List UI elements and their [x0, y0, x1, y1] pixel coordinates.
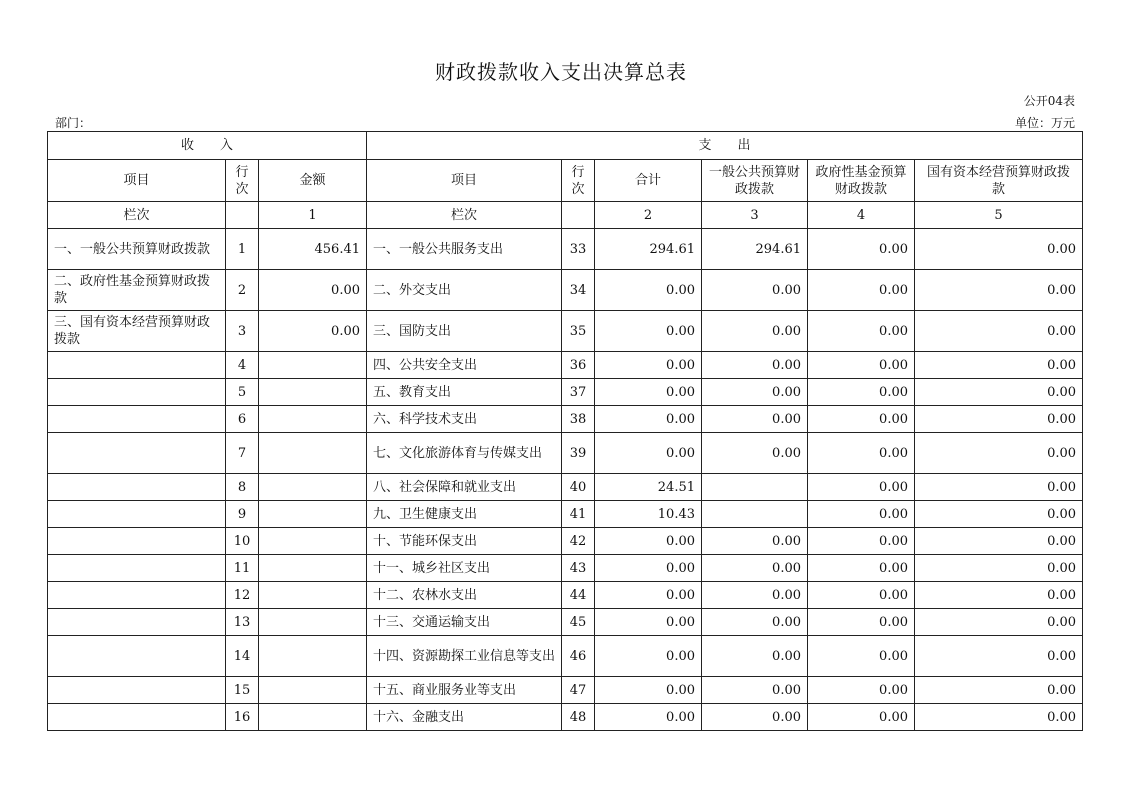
- general-budget-cell: 0.00: [702, 270, 808, 311]
- col-number-2: 2: [595, 202, 702, 229]
- col-number-1: 1: [259, 202, 367, 229]
- income-rowno-cell: 11: [226, 555, 259, 582]
- income-item-cell: [48, 433, 226, 474]
- income-item-cell: [48, 704, 226, 731]
- income-rowno-cell: 13: [226, 609, 259, 636]
- income-item-cell: [48, 379, 226, 406]
- total-cell: 0.00: [595, 311, 702, 352]
- expense-item-cell: 一、一般公共服务支出: [367, 229, 562, 270]
- table-row: [48, 677, 1083, 704]
- total-cell: 10.43: [595, 501, 702, 528]
- expense-item-cell: 十一、城乡社区支出: [367, 555, 562, 582]
- income-amount-cell: 0.00: [259, 270, 367, 311]
- income-rowno-header: 行次: [226, 160, 259, 202]
- income-item-cell: 二、政府性基金预算财政拨款: [48, 270, 226, 311]
- general-budget-cell: 0.00: [702, 609, 808, 636]
- total-cell: 0.00: [595, 582, 702, 609]
- general-budget-cell: 0.00: [702, 704, 808, 731]
- fund-budget-cell: 0.00: [808, 677, 915, 704]
- expense-rowno-header: 行次: [562, 160, 595, 202]
- expense-section-header: 支 出: [367, 132, 1083, 160]
- total-cell: 0.00: [595, 528, 702, 555]
- total-cell: 0.00: [595, 636, 702, 677]
- income-amount-cell: [259, 677, 367, 704]
- income-item-cell: [48, 582, 226, 609]
- table-row: [48, 528, 1083, 555]
- fund-budget-cell: 0.00: [808, 501, 915, 528]
- expense-item-cell: 八、社会保障和就业支出: [367, 474, 562, 501]
- state-capital-cell: 0.00: [915, 311, 1083, 352]
- state-capital-cell: 0.00: [915, 582, 1083, 609]
- expense-item-cell: 二、外交支出: [367, 270, 562, 311]
- income-rowno-cell: 4: [226, 352, 259, 379]
- expense-rowno-cell: 39: [562, 433, 595, 474]
- department-label: 部门：: [55, 116, 92, 130]
- total-cell: 0.00: [595, 704, 702, 731]
- general-budget-cell: [702, 474, 808, 501]
- form-number: 公开04表: [1023, 94, 1075, 108]
- column-number-row: [48, 202, 1083, 229]
- expense-rowno-cell: 44: [562, 582, 595, 609]
- income-amount-cell: [259, 528, 367, 555]
- income-item-header: 项目: [48, 160, 226, 202]
- total-cell: 0.00: [595, 379, 702, 406]
- expense-item-cell: 十二、农林水支出: [367, 582, 562, 609]
- table-row: [48, 270, 1083, 311]
- fund-budget-cell: 0.00: [808, 379, 915, 406]
- income-item-cell: [48, 528, 226, 555]
- general-budget-cell: 294.61: [702, 229, 808, 270]
- table-row: [48, 609, 1083, 636]
- total-cell: 0.00: [595, 270, 702, 311]
- page-title: 财政拨款收入支出决算总表: [435, 60, 687, 84]
- col-number-empty: [226, 202, 259, 229]
- expense-rowno-cell: 34: [562, 270, 595, 311]
- income-rowno-cell: 14: [226, 636, 259, 677]
- fund-budget-cell: 0.00: [808, 704, 915, 731]
- state-capital-cell: 0.00: [915, 474, 1083, 501]
- income-amount-cell: [259, 433, 367, 474]
- expense-rowno-cell: 33: [562, 229, 595, 270]
- total-cell: 0.00: [595, 609, 702, 636]
- income-item-cell: [48, 555, 226, 582]
- amount-header: 金额: [259, 160, 367, 202]
- income-item-cell: 一、一般公共预算财政拨款: [48, 229, 226, 270]
- income-amount-cell: [259, 474, 367, 501]
- income-amount-cell: [259, 406, 367, 433]
- budget-table: [47, 131, 1083, 731]
- table-row: [48, 555, 1083, 582]
- state-capital-cell: 0.00: [915, 270, 1083, 311]
- general-budget-cell: 0.00: [702, 677, 808, 704]
- income-rowno-cell: 8: [226, 474, 259, 501]
- income-rowno-cell: 9: [226, 501, 259, 528]
- expense-rowno-cell: 41: [562, 501, 595, 528]
- expense-rowno-cell: 37: [562, 379, 595, 406]
- table-row: [48, 406, 1083, 433]
- expense-rowno-cell: 43: [562, 555, 595, 582]
- fund-budget-cell: 0.00: [808, 636, 915, 677]
- income-rowno-cell: 15: [226, 677, 259, 704]
- general-budget-cell: 0.00: [702, 311, 808, 352]
- income-rowno-cell: 10: [226, 528, 259, 555]
- table-row: [48, 229, 1083, 270]
- income-rowno-cell: 6: [226, 406, 259, 433]
- fund-budget-cell: 0.00: [808, 555, 915, 582]
- income-amount-cell: [259, 609, 367, 636]
- total-cell: 0.00: [595, 406, 702, 433]
- income-item-cell: [48, 406, 226, 433]
- expense-rowno-cell: 35: [562, 311, 595, 352]
- state-capital-cell: 0.00: [915, 352, 1083, 379]
- fund-budget-cell: 0.00: [808, 270, 915, 311]
- income-amount-cell: 456.41: [259, 229, 367, 270]
- fund-budget-header: 政府性基金预算财政拨款: [808, 160, 915, 202]
- income-item-cell: [48, 352, 226, 379]
- unit-label: 单位：万元: [1014, 116, 1075, 130]
- expense-rowno-cell: 47: [562, 677, 595, 704]
- col-number-label-2: 栏次: [367, 202, 562, 229]
- fund-budget-cell: 0.00: [808, 582, 915, 609]
- fund-budget-cell: 0.00: [808, 528, 915, 555]
- total-cell: 0.00: [595, 555, 702, 582]
- expense-rowno-cell: 42: [562, 528, 595, 555]
- table-row: [48, 636, 1083, 677]
- general-budget-cell: 0.00: [702, 528, 808, 555]
- income-amount-cell: [259, 379, 367, 406]
- income-item-cell: [48, 636, 226, 677]
- income-item-cell: [48, 677, 226, 704]
- total-cell: 0.00: [595, 352, 702, 379]
- table-row: [48, 582, 1083, 609]
- income-item-cell: [48, 609, 226, 636]
- state-capital-cell: 0.00: [915, 704, 1083, 731]
- col-number-label: 栏次: [48, 202, 226, 229]
- table-row: [48, 379, 1083, 406]
- income-item-cell: [48, 474, 226, 501]
- state-capital-cell: 0.00: [915, 229, 1083, 270]
- expense-item-cell: 三、国防支出: [367, 311, 562, 352]
- expense-rowno-cell: 45: [562, 609, 595, 636]
- general-budget-cell: 0.00: [702, 352, 808, 379]
- table-row: [48, 704, 1083, 731]
- table-row: [48, 433, 1083, 474]
- table-row: [48, 474, 1083, 501]
- income-item-cell: 三、国有资本经营预算财政拨款: [48, 311, 226, 352]
- income-amount-cell: [259, 555, 367, 582]
- income-rowno-cell: 12: [226, 582, 259, 609]
- income-rowno-cell: 2: [226, 270, 259, 311]
- state-capital-cell: 0.00: [915, 528, 1083, 555]
- expense-rowno-cell: 36: [562, 352, 595, 379]
- income-section-header: 收 入: [48, 132, 367, 160]
- state-capital-cell: 0.00: [915, 636, 1083, 677]
- income-rowno-cell: 16: [226, 704, 259, 731]
- general-budget-cell: 0.00: [702, 555, 808, 582]
- state-capital-cell: 0.00: [915, 501, 1083, 528]
- column-header-row: [48, 160, 1083, 202]
- general-budget-header: 一般公共预算财政拨款: [702, 160, 808, 202]
- income-amount-cell: 0.00: [259, 311, 367, 352]
- fund-budget-cell: 0.00: [808, 311, 915, 352]
- fund-budget-cell: 0.00: [808, 609, 915, 636]
- total-cell: 0.00: [595, 677, 702, 704]
- expense-rowno-cell: 46: [562, 636, 595, 677]
- expense-item-cell: 五、教育支出: [367, 379, 562, 406]
- expense-rowno-cell: 38: [562, 406, 595, 433]
- expense-item-cell: 十六、金融支出: [367, 704, 562, 731]
- general-budget-cell: [702, 501, 808, 528]
- state-capital-cell: 0.00: [915, 609, 1083, 636]
- income-amount-cell: [259, 704, 367, 731]
- general-budget-cell: 0.00: [702, 433, 808, 474]
- total-cell: 294.61: [595, 229, 702, 270]
- income-rowno-cell: 3: [226, 311, 259, 352]
- state-capital-cell: 0.00: [915, 677, 1083, 704]
- general-budget-cell: 0.00: [702, 582, 808, 609]
- income-rowno-cell: 5: [226, 379, 259, 406]
- state-capital-cell: 0.00: [915, 406, 1083, 433]
- expense-item-cell: 十三、交通运输支出: [367, 609, 562, 636]
- general-budget-cell: 0.00: [702, 379, 808, 406]
- total-cell: 0.00: [595, 433, 702, 474]
- expense-item-cell: 七、文化旅游体育与传媒支出: [367, 433, 562, 474]
- fund-budget-cell: 0.00: [808, 406, 915, 433]
- expense-item-cell: 六、科学技术支出: [367, 406, 562, 433]
- col-number-5: 5: [915, 202, 1083, 229]
- table-row: [48, 352, 1083, 379]
- income-amount-cell: [259, 636, 367, 677]
- expense-rowno-cell: 48: [562, 704, 595, 731]
- general-budget-cell: 0.00: [702, 406, 808, 433]
- table-row: [48, 501, 1083, 528]
- state-capital-cell: 0.00: [915, 379, 1083, 406]
- expense-item-cell: 四、公共安全支出: [367, 352, 562, 379]
- income-rowno-cell: 1: [226, 229, 259, 270]
- expense-item-cell: 十四、资源勘探工业信息等支出: [367, 636, 562, 677]
- fund-budget-cell: 0.00: [808, 352, 915, 379]
- expense-item-header: 项目: [367, 160, 562, 202]
- state-capital-header: 国有资本经营预算财政拨款: [915, 160, 1083, 202]
- income-amount-cell: [259, 501, 367, 528]
- fund-budget-cell: 0.00: [808, 229, 915, 270]
- expense-item-cell: 十、节能环保支出: [367, 528, 562, 555]
- income-amount-cell: [259, 582, 367, 609]
- col-number-3: 3: [702, 202, 808, 229]
- table-row: [48, 311, 1083, 352]
- expense-item-cell: 十五、商业服务业等支出: [367, 677, 562, 704]
- fund-budget-cell: 0.00: [808, 474, 915, 501]
- income-item-cell: [48, 501, 226, 528]
- income-amount-cell: [259, 352, 367, 379]
- fund-budget-cell: 0.00: [808, 433, 915, 474]
- section-header-row: [48, 132, 1083, 160]
- income-rowno-cell: 7: [226, 433, 259, 474]
- expense-item-cell: 九、卫生健康支出: [367, 501, 562, 528]
- col-number-empty: [562, 202, 595, 229]
- expense-rowno-cell: 40: [562, 474, 595, 501]
- total-cell: 24.51: [595, 474, 702, 501]
- col-number-4: 4: [808, 202, 915, 229]
- state-capital-cell: 0.00: [915, 433, 1083, 474]
- total-header: 合计: [595, 160, 702, 202]
- general-budget-cell: 0.00: [702, 636, 808, 677]
- state-capital-cell: 0.00: [915, 555, 1083, 582]
